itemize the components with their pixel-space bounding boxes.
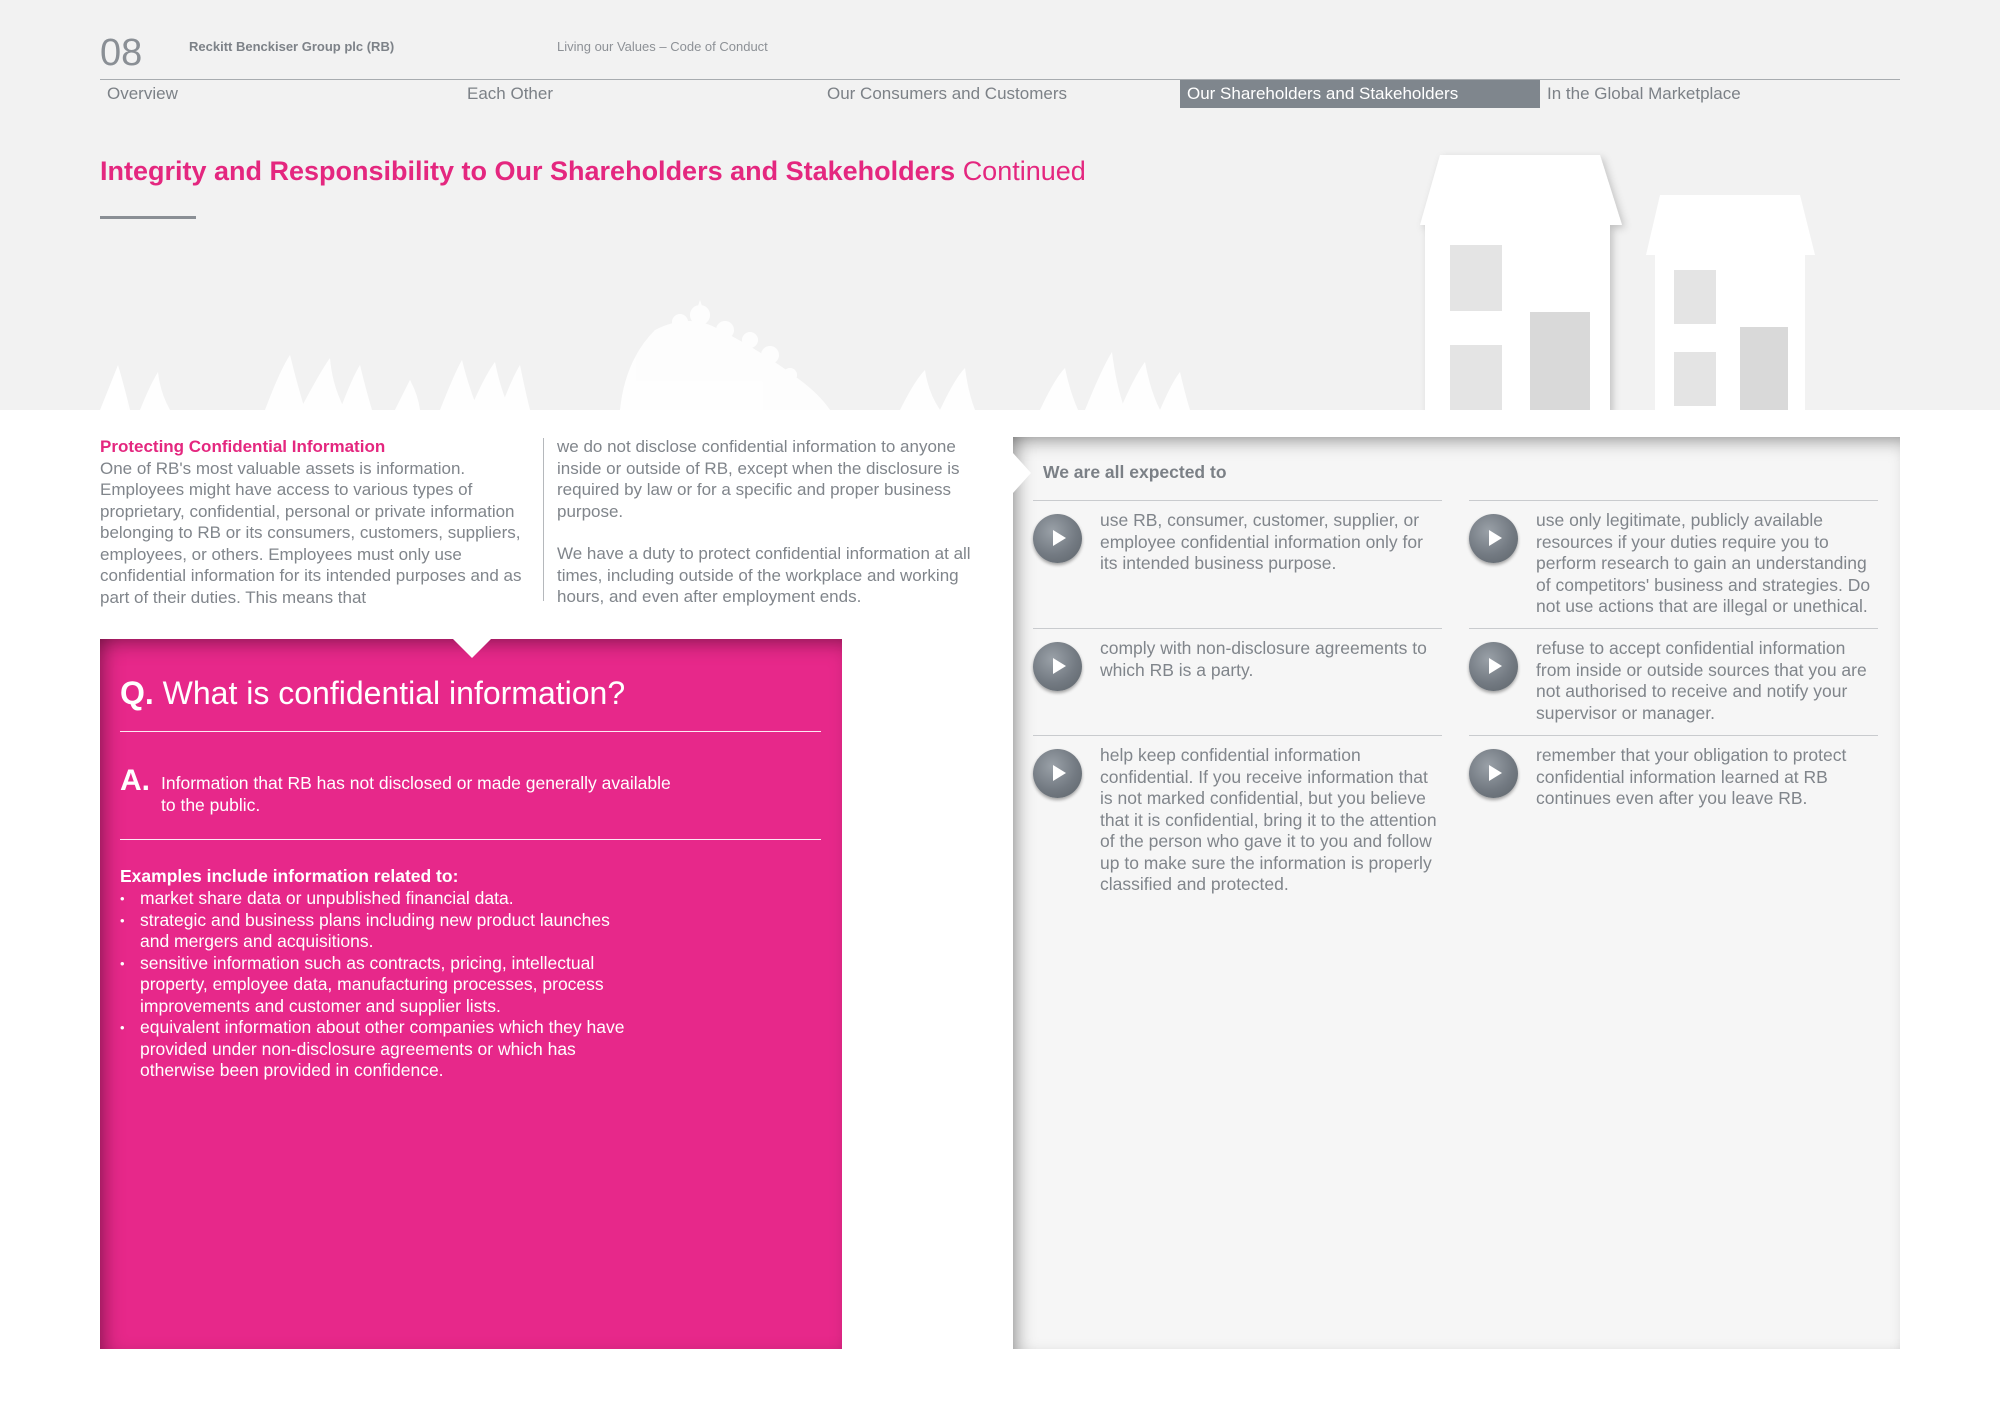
examples-list (120, 888, 640, 1082)
expectation-item (1469, 735, 1878, 808)
house-right (1646, 195, 1815, 410)
question (120, 675, 625, 712)
papercut-illustration (0, 0, 2000, 410)
nav-item-shareholders-stakeholders[interactable]: Our Shareholders and Stakeholders (1180, 80, 1540, 108)
question-text: What is confidential information? (162, 675, 626, 711)
expectation-text: refuse to accept confidential information from inside or outside sources that you are not authorised to receive and notify your supervisor or manager. (1536, 638, 1867, 723)
list-item: • market share data or unpublished financial data. (120, 888, 640, 910)
panel-title: We are all expected to (1043, 462, 1227, 482)
qa-box (100, 639, 842, 1349)
expectation-text: comply with non-disclosure agreements to which RB is a party. (1100, 638, 1427, 680)
play-icon[interactable] (1469, 514, 1518, 563)
nav-item-each-other[interactable]: Each Other (467, 84, 553, 103)
play-icon[interactable] (1033, 514, 1082, 563)
answer-text: Information that RB has not disclosed or made generally available to the public. (161, 773, 671, 815)
list-item: • equivalent information about other companies which they have provided under non-disclosure agreements or which has otherwise been provided in confidence. (120, 1017, 640, 1082)
expectation-item (1033, 500, 1442, 573)
qa-divider-1 (120, 731, 821, 732)
title-underline (100, 216, 196, 219)
intro-paragraph-3: We have a duty to protect confidential information at all times, including outside of the workplace and working hours, and even after employment ends. (557, 544, 971, 606)
expectation-item (1033, 735, 1442, 894)
qa-divider-2 (120, 839, 821, 840)
plant-decoration (620, 300, 830, 410)
qa-notch (452, 638, 492, 658)
panel-notch (1013, 453, 1031, 493)
examples-heading: Examples include information related to: (120, 866, 459, 886)
page-title (100, 156, 1086, 187)
play-icon[interactable] (1033, 749, 1082, 798)
play-icon[interactable] (1469, 749, 1518, 798)
expectation-item (1469, 500, 1878, 616)
nav-item-consumers-customers[interactable]: Our Consumers and Customers (827, 84, 1067, 103)
expectation-text: help keep confidential information confidential. If you receive information that is not marked confidential, but you believe that it is confidential, bring it to the attention of the person who gave it to you and follow up to make sure the information is properly classified and protected. (1100, 745, 1437, 894)
intro-paragraph-2: we do not disclose confidential information to anyone inside or outside of RB, except when the disclosure is required by law or for a specific and proper business purpose. (557, 437, 960, 521)
house-left (1420, 155, 1622, 410)
expectation-item (1469, 628, 1878, 723)
nav-item-overview[interactable]: Overview (107, 84, 178, 103)
intro-paragraph-1: One of RB's most valuable assets is information. Employees might have access to various types of proprietary, confidential, personal or private information belonging to RB or its consumers, customers, suppliers, employees, or others. Employees must only use confidential information for its intended purposes and as part of their duties. This means that (100, 458, 522, 607)
q-mark: Q. (120, 675, 154, 711)
page-title-main: Integrity and Responsibility to Our Shareholders and Stakeholders (100, 156, 956, 186)
expectation-text: use only legitimate, publicly available resources if your duties require you to perform research to gain an understanding of competitors' business and strategies. Do not use actions that are illegal or unethical. (1536, 510, 1871, 616)
column-divider (543, 438, 544, 601)
intro-column-2 (557, 436, 989, 608)
expectation-text: remember that your obligation to protect confidential information learned at RB continues even after you leave RB. (1536, 745, 1847, 808)
header-band (0, 0, 2000, 410)
expectation-item (1033, 628, 1442, 680)
company-name: Reckitt Benckiser Group plc (RB) (189, 39, 395, 54)
play-icon[interactable] (1469, 642, 1518, 691)
intro-column-1 (100, 436, 532, 608)
section-subheading: Protecting Confidential Information (100, 437, 386, 456)
nav-item-global-marketplace[interactable]: In the Global Marketplace (1547, 84, 1741, 103)
expectations-panel (1013, 437, 1900, 1349)
document-title: Living our Values – Code of Conduct (557, 39, 768, 54)
play-icon[interactable] (1033, 642, 1082, 691)
list-item: • sensitive information such as contracts, pricing, intellectual property, employee data, manufacturing processes, process improvements and customer and supplier lists. (120, 953, 640, 1018)
page-number: 08 (100, 32, 143, 74)
section-nav (100, 80, 1900, 108)
page-title-continued: Continued (962, 156, 1086, 186)
a-mark: A. (120, 764, 150, 797)
list-item: • strategic and business plans including new product launches and mergers and acquisitions. (120, 910, 640, 953)
expectation-text: use RB, consumer, customer, supplier, or employee confidential information only for its intended business purpose. (1100, 510, 1423, 573)
